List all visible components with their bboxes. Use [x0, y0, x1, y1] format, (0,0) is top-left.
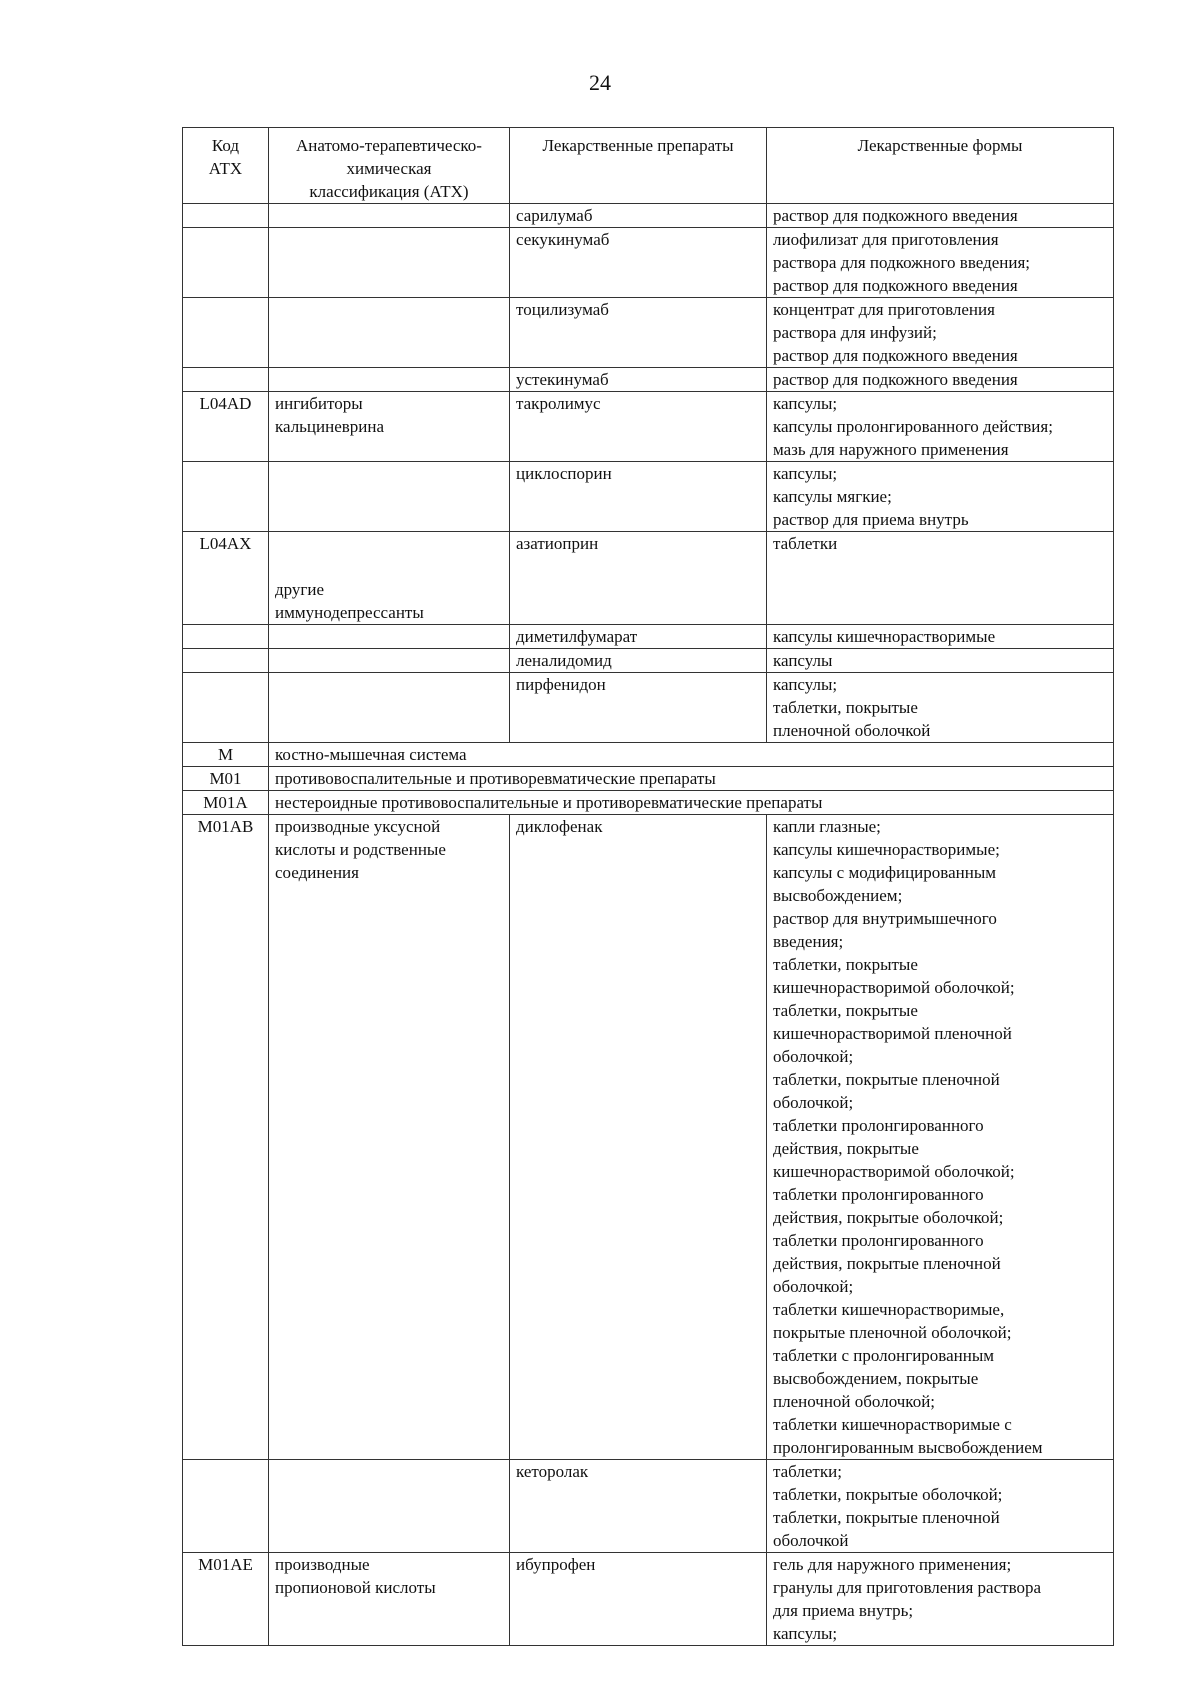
cell-group-title: противовоспалительные и противоревматические препараты — [269, 767, 1114, 791]
cell-classification — [269, 673, 510, 743]
cell-code: M01A — [183, 791, 269, 815]
table-row — [183, 1553, 1114, 1646]
cell-drug: азатиоприн — [510, 532, 767, 625]
cell-classification: другие иммунодепрессанты — [269, 532, 510, 625]
table-row — [183, 532, 1114, 625]
cell-classification: производные уксусной кислоты и родственные соединения — [269, 815, 510, 1460]
cell-forms: гель для наружного применения; гранулы для приготовления раствора для приема внутрь; капсулы; — [767, 1553, 1114, 1646]
table-row — [183, 228, 1114, 298]
cell-code — [183, 228, 269, 298]
cell-classification — [269, 228, 510, 298]
cell-forms: капли глазные; капсулы кишечнорастворимые; капсулы с модифицированным высвобождением; раствор для внутримышечного введения; таблетки, покрытые кишечнорастворимой оболочкой; таблетки, покрытые кишечнорастворимой пленочной оболочкой; таблетки, покрытые пленочной оболочкой; таблетки пролонгированного действия, покрытые кишечнорастворимой оболочкой; таблетки пролонгированного действия, покрытые оболочкой; таблетки пролонгированного действия, покрытые пленочной оболочкой; таблетки кишечнорастворимые, покрытые пленочной оболочкой; таблетки с пролонгированным высвобождением, покрытые пленочной оболочкой; таблетки кишечнорастворимые с пролонгированным высвобождением — [767, 815, 1114, 1460]
header-forms: Лекарственные формы — [767, 128, 1114, 204]
table-row — [183, 368, 1114, 392]
table-row — [183, 392, 1114, 462]
cell-drug: кеторолак — [510, 1460, 767, 1553]
cell-code: L04AX — [183, 532, 269, 625]
cell-forms: раствор для подкожного введения — [767, 368, 1114, 392]
cell-forms: капсулы кишечнорастворимые — [767, 625, 1114, 649]
table-row-group — [183, 767, 1114, 791]
cell-code — [183, 462, 269, 532]
header-classification: Анатомо-терапевтическо- химическая классификация (АТХ) — [269, 128, 510, 204]
table-row — [183, 462, 1114, 532]
cell-forms: раствор для подкожного введения — [767, 204, 1114, 228]
cell-code — [183, 368, 269, 392]
cell-drug: устекинумаб — [510, 368, 767, 392]
cell-forms: таблетки — [767, 532, 1114, 625]
table-row — [183, 1460, 1114, 1553]
cell-forms: капсулы; капсулы мягкие; раствор для приема внутрь — [767, 462, 1114, 532]
table-row — [183, 673, 1114, 743]
cell-code — [183, 1460, 269, 1553]
cell-forms: таблетки; таблетки, покрытые оболочкой; таблетки, покрытые пленочной оболочкой — [767, 1460, 1114, 1553]
cell-classification — [269, 368, 510, 392]
cell-classification — [269, 298, 510, 368]
cell-drug: леналидомид — [510, 649, 767, 673]
header-code: Код АТХ — [183, 128, 269, 204]
cell-code — [183, 673, 269, 743]
cell-drug: тоцилизумаб — [510, 298, 767, 368]
cell-code — [183, 625, 269, 649]
cell-group-title: нестероидные противовоспалительные и противоревматические препараты — [269, 791, 1114, 815]
cell-code: M01AE — [183, 1553, 269, 1646]
table-body — [183, 204, 1114, 1646]
cell-code: L04AD — [183, 392, 269, 462]
cell-classification — [269, 649, 510, 673]
table-row — [183, 625, 1114, 649]
cell-code: M01 — [183, 767, 269, 791]
table-header-row — [183, 128, 1114, 204]
table-row-group — [183, 791, 1114, 815]
cell-code — [183, 649, 269, 673]
page-number: 24 — [589, 70, 611, 95]
cell-drug: диметилфумарат — [510, 625, 767, 649]
cell-drug: такролимус — [510, 392, 767, 462]
cell-code: M01AB — [183, 815, 269, 1460]
cell-forms: капсулы — [767, 649, 1114, 673]
cell-group-title: костно-мышечная система — [269, 743, 1114, 767]
cell-drug: ибупрофен — [510, 1553, 767, 1646]
table-row — [183, 649, 1114, 673]
cell-code — [183, 298, 269, 368]
cell-drug: циклоспорин — [510, 462, 767, 532]
cell-code — [183, 204, 269, 228]
cell-classification — [269, 1460, 510, 1553]
table-row — [183, 298, 1114, 368]
cell-drug: диклофенак — [510, 815, 767, 1460]
cell-forms: капсулы; таблетки, покрытые пленочной оболочкой — [767, 673, 1114, 743]
cell-drug: сарилумаб — [510, 204, 767, 228]
cell-drug: пирфенидон — [510, 673, 767, 743]
cell-classification — [269, 204, 510, 228]
cell-classification — [269, 625, 510, 649]
cell-drug: секукинумаб — [510, 228, 767, 298]
table-row-group — [183, 743, 1114, 767]
atx-table — [182, 127, 1114, 1646]
cell-classification: ингибиторы кальциневрина — [269, 392, 510, 462]
cell-forms: лиофилизат для приготовления раствора для подкожного введения; раствор для подкожного введения — [767, 228, 1114, 298]
cell-classification — [269, 462, 510, 532]
cell-forms: капсулы; капсулы пролонгированного действия; мазь для наружного применения — [767, 392, 1114, 462]
table-row — [183, 815, 1114, 1460]
cell-classification: производные пропионовой кислоты — [269, 1553, 510, 1646]
table-row — [183, 204, 1114, 228]
cell-code: M — [183, 743, 269, 767]
header-drugs: Лекарственные препараты — [510, 128, 767, 204]
cell-forms: концентрат для приготовления раствора для инфузий; раствор для подкожного введения — [767, 298, 1114, 368]
